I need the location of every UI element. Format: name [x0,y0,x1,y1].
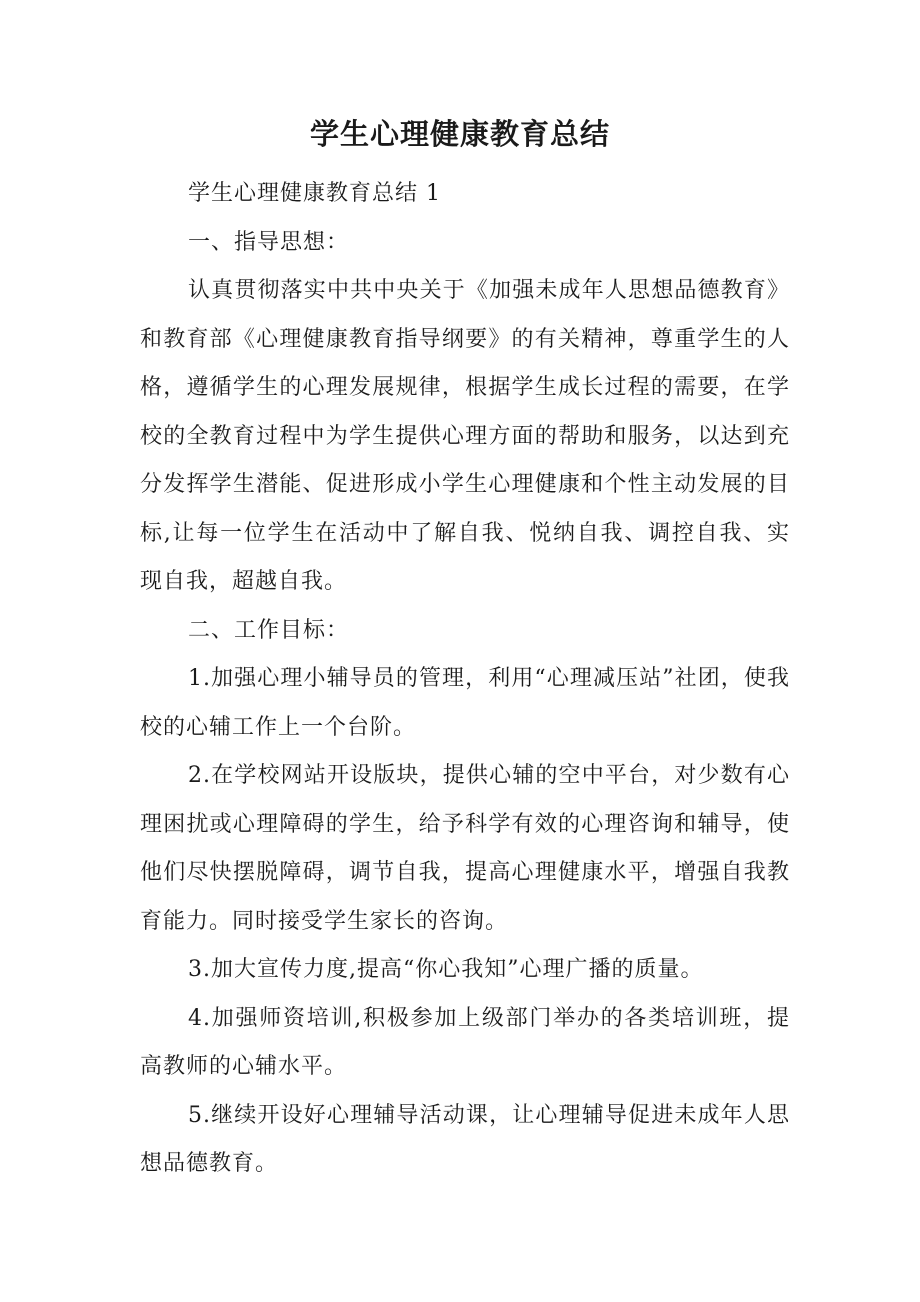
document-body [140,170,790,1189]
document-title: 学生心理健康教育总结 [309,117,610,151]
paragraph-guiding-ideology: 认真贯彻落实中共中央关于《加强未成年人思想品德教育》和教育部《心理健康教育指导纲要》的有关精神，尊重学生的人格，遵循学生的心理发展规律，根据学生成长过程的需要，在学校的全教育过程中为学生提供心理方面的帮助和服务，以达到充分发挥学生潜能、促进形成小学生心理健康和个性主动发展的目标,让每一位学生在活动中了解自我、悦纳自我、调控自我、实现自我，超越自我。 [140,278,790,594]
paragraph-goal-2: 2.在学校网站开设版块，提供心辅的空中平台，对少数有心理困扰或心理障碍的学生，给予科学有效的心理咨询和辅导，使他们尽快摆脱障碍，调节自我，提高心理健康水平，增强自我教育能力。同时接受学生家长的咨询。 [140,763,790,934]
paragraph-goal-4: 4.加强师资培训,积极参加上级部门举办的各类培训班，提高教师的心辅水平。 [140,1005,790,1079]
paragraph-goal-5: 5.继续开设好心理辅导活动课，让心理辅导促进未成年人思想品德教育。 [140,1102,790,1176]
paragraph-section-heading: 学生心理健康教育总结 1 [188,181,441,206]
paragraph-goal-3: 3.加大宣传力度,提高“你心我知”心理广播的质量。 [188,957,704,982]
paragraph-guiding-ideology-heading: 一、指导思想： [188,229,350,255]
paragraph-work-goals-heading: 二、工作目标： [188,617,350,643]
paragraph-goal-1: 1.加强心理小辅导员的管理，利用“心理减压站”社团，使我校的心辅工作上一个台阶。 [140,666,790,740]
